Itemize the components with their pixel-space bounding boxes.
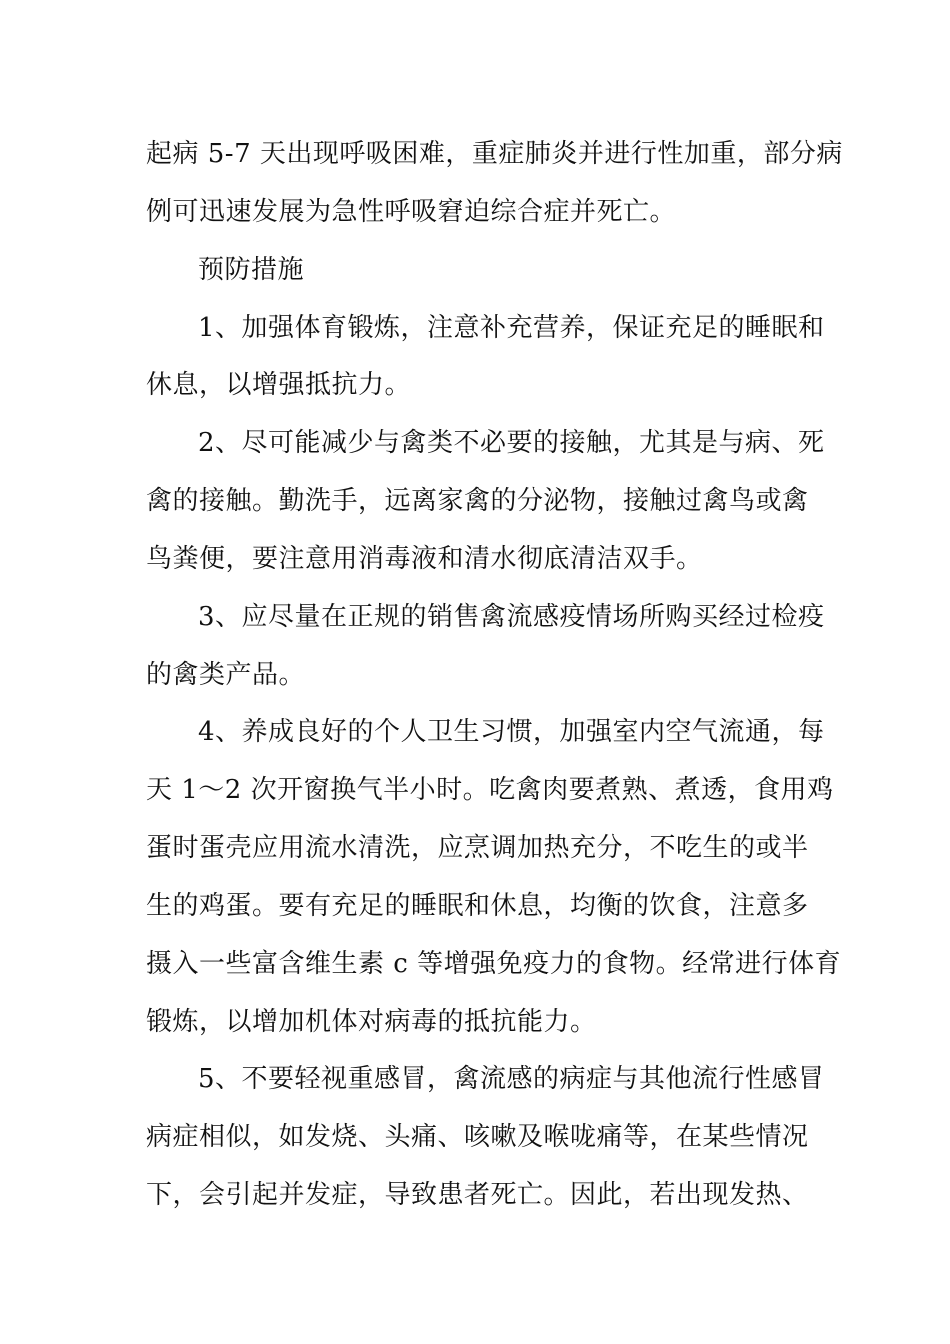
text-line: 例可迅速发展为急性呼吸窘迫综合症并死亡。 xyxy=(146,197,677,227)
section-heading: 预防措施 xyxy=(198,255,305,285)
text-line: 2、尽可能减少与禽类不必要的接触，尤其是与病、死 xyxy=(198,428,825,458)
text-line: 休息，以增强抵抗力。 xyxy=(146,370,412,400)
text-line: 蛋时蛋壳应用流水清洗，应烹调加热充分，不吃生的或半 xyxy=(146,833,809,863)
text-line: 鸟粪便，要注意用消毒液和清水彻底清洁双手。 xyxy=(146,544,703,574)
text-line: 天 1～2 次开窗换气半小时。吃禽肉要煮熟、煮透，食用鸡 xyxy=(146,775,834,805)
text-line: 禽的接触。勤洗手，远离家禽的分泌物，接触过禽鸟或禽 xyxy=(146,486,809,516)
text-line: 1、加强体育锻炼，注意补充营养，保证充足的睡眠和 xyxy=(198,313,825,343)
text-line: 病症相似，如发烧、头痛、咳嗽及喉咙痛等，在某些情况 xyxy=(146,1122,809,1152)
text-line: 锻炼，以增加机体对病毒的抵抗能力。 xyxy=(146,1007,597,1037)
text-line: 生的鸡蛋。要有充足的睡眠和休息，均衡的饮食，注意多 xyxy=(146,891,809,921)
text-line: 起病 5-7 天出现呼吸困难，重症肺炎并进行性加重，部分病 xyxy=(146,139,843,169)
text-line: 4、养成良好的个人卫生习惯，加强室内空气流通，每 xyxy=(198,717,825,747)
text-line: 5、不要轻视重感冒，禽流感的病症与其他流行性感冒 xyxy=(198,1064,825,1094)
text-line: 摄入一些富含维生素 c 等增强免疫力的食物。经常进行体育 xyxy=(146,949,842,979)
text-line: 的禽类产品。 xyxy=(146,660,306,690)
text-line: 下，会引起并发症，导致患者死亡。因此，若出现发热、 xyxy=(146,1180,809,1210)
text-line: 3、应尽量在正规的销售禽流感疫情场所购买经过检疫 xyxy=(198,602,825,632)
